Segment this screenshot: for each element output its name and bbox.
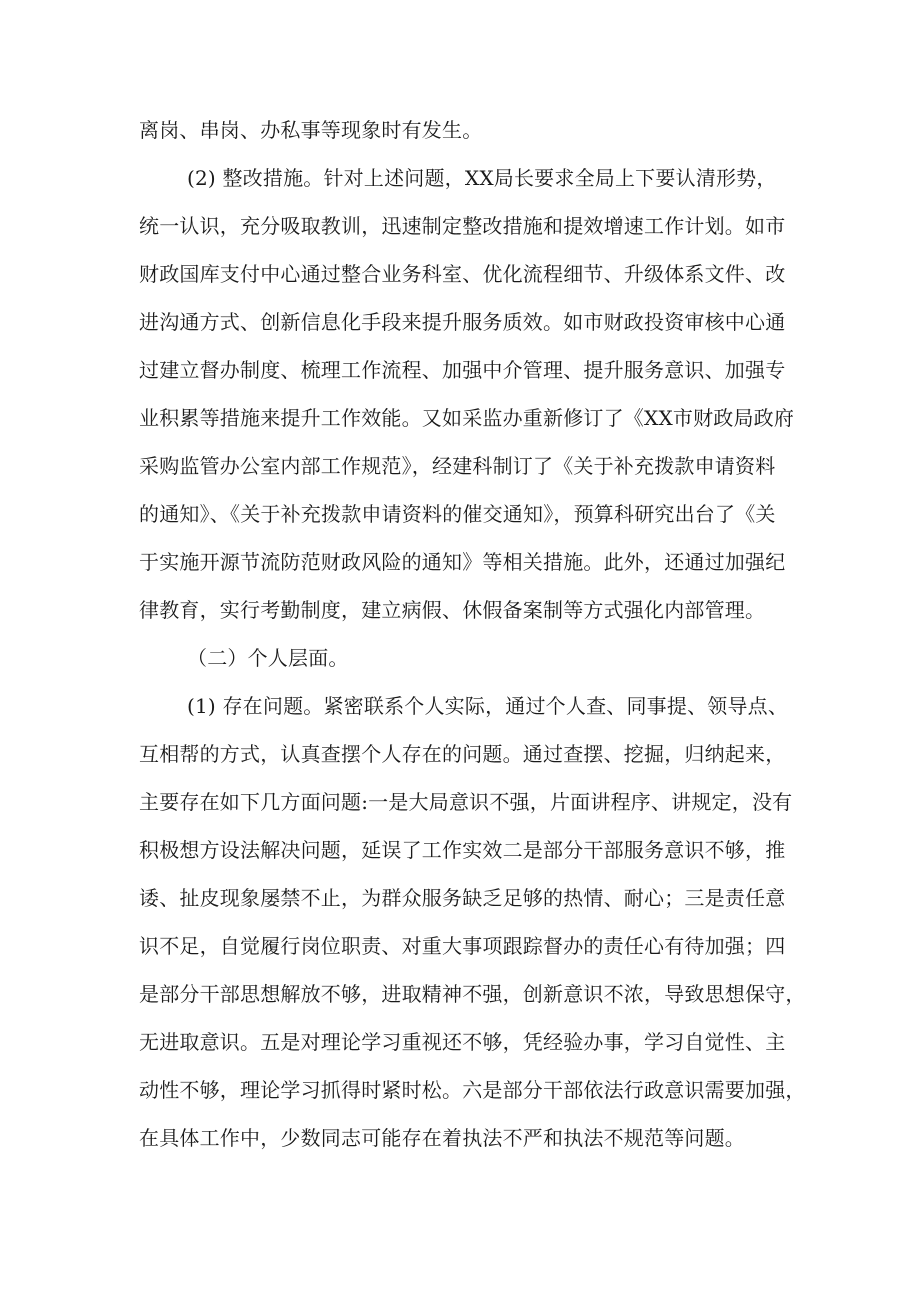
text-line: 无进取意识。五是对理论学习重视还不够，凭经验办事，学习自觉性、主 <box>139 1030 786 1054</box>
text-line: 过建立督办制度、梳理工作流程、加强中介管理、提升服务意识、加强专 <box>139 358 786 382</box>
text-line: 律教育，实行考勤制度，建立病假、休假备案制等方式强化内部管理。 <box>139 598 766 622</box>
text-line: 积极想方设法解决问题，延误了工作实效二是部分干部服务意识不够，推 <box>139 838 786 862</box>
text-line: (1) 存在问题。紧密联系个人实际，通过个人查、同事提、领导点、 <box>187 694 789 718</box>
text-line: 离岗、串岗、办私事等现象时有发生。 <box>139 118 483 142</box>
text-line: 统一认识，充分吸取教训，迅速制定整改措施和提效增速工作计划。如市 <box>139 214 786 238</box>
text-line: 互相帮的方式，认真查摆个人存在的问题。通过查摆、挖掘，归纳起来， <box>139 742 786 766</box>
text-line: 业积累等措施来提升工作效能。又如采监办重新修订了《XX市财政局政府 <box>139 406 795 430</box>
text-line: 的通知》、《关于补充拨款申请资料的催交通知》，预算科研究出台了《关 <box>139 502 776 526</box>
section-heading: （二）个人层面。 <box>187 646 349 670</box>
text-line: 财政国库支付中心通过整合业务科室、优化流程细节、升级体系文件、改 <box>139 262 786 286</box>
text-line: 动性不够，理论学习抓得时紧时松。六是部分干部依法行政意识需要加强， <box>139 1078 806 1102</box>
text-line: 于实施开源节流防范财政风险的通知》等相关措施。此外，还通过加强纪 <box>139 550 786 574</box>
text-line: (2) 整改措施。针对上述问题，XX局长要求全局上下要认清形势， <box>187 166 777 190</box>
text-line: 识不足，自觉履行岗位职责、对重大事项跟踪督办的责任心有待加强；四 <box>139 934 786 958</box>
text-line: 是部分干部思想解放不够，进取精神不强，创新意识不浓，导致思想保守， <box>139 982 806 1006</box>
text-line: 诿、扯皮现象屡禁不止，为群众服务缺乏足够的热情、耐心；三是责任意 <box>139 886 786 910</box>
text-line: 在具体工作中，少数同志可能存在着执法不严和执法不规范等问题。 <box>139 1126 745 1150</box>
text-line: 采购监管办公室内部工作规范》，经建科制订了《关于补充拨款申请资料 <box>139 454 776 478</box>
text-line: 主要存在如下几方面问题:一是大局意识不强，片面讲程序、讲规定，没有 <box>139 790 793 814</box>
text-line: 进沟通方式、创新信息化手段来提升服务质效。如市财政投资审核中心通 <box>139 310 786 334</box>
